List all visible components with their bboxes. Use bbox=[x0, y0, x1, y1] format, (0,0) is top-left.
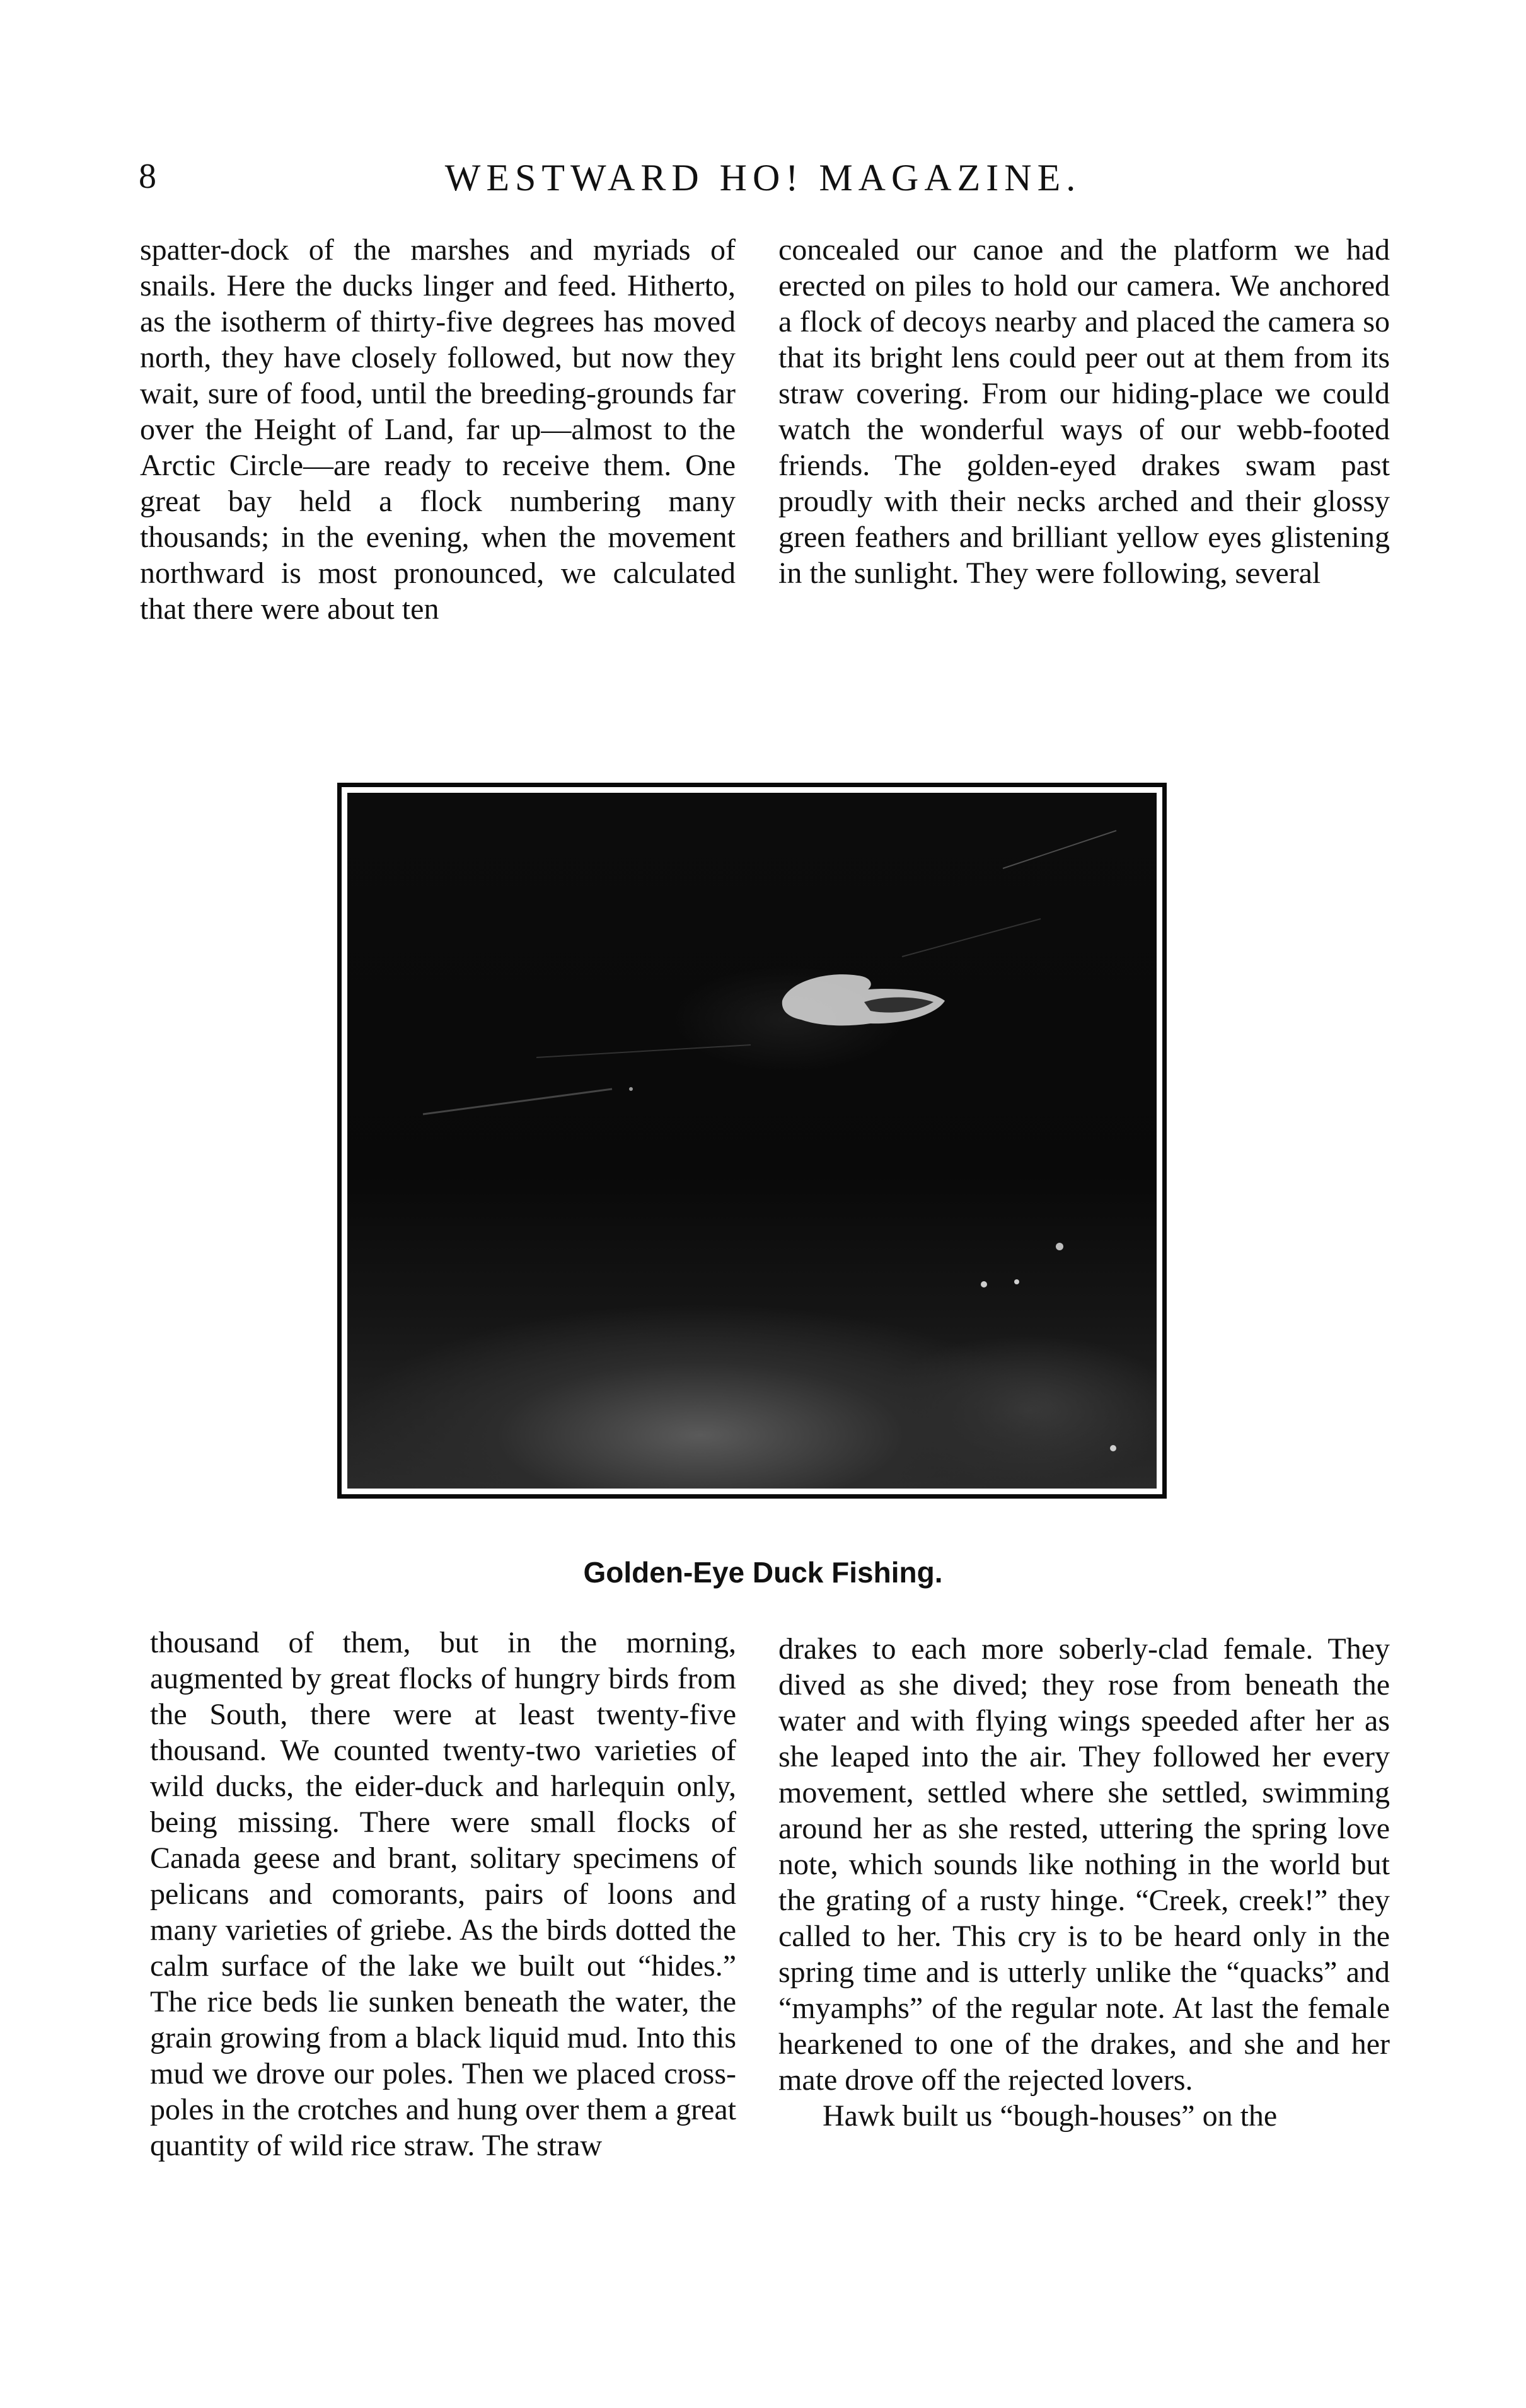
paragraph: thousand of them, but in the morning, augmented by great flocks of hungry birds from the South, there were at least twenty-five thousand. We counted twenty-two varieties of wild ducks, the eider-duck and harlequin only, being missing. There were small flocks of Canada geese and brant, solitary specimens of pelicans and comorants, pairs of loons and many varieties of griebe. As the birds dotted the calm surface of the lake we built out “hides.” The rice beds lie sunken beneath the water, the grain growing from a black liquid mud. Into this mud we drove our poles. Then we placed cross-poles in the crotches and hung over them a great quantity of wild rice straw. The straw bbox=[150, 1626, 736, 2162]
water-speck bbox=[1056, 1243, 1063, 1250]
text-column-bottom-left bbox=[150, 1625, 736, 2163]
photo-illustration bbox=[347, 793, 1157, 1489]
paragraph: concealed our canoe and the platform we had erected on piles to hold our camera. We anchored a flock of decoys nearby and placed the camera so that its bright lens could peer out at them from its straw covering. From our hiding-place we could watch the wonderful ways of our webb-footed friends. The golden-eyed drakes swam past proudly with their necks arched and their glossy green feathers and brilliant yellow eyes glistening in the sunlight. They were following, several bbox=[778, 233, 1390, 590]
duck-photo bbox=[347, 793, 1157, 1489]
running-title: WESTWARD HO! MAGAZINE. bbox=[444, 157, 1082, 199]
text-column-top-left bbox=[140, 232, 736, 627]
text-column-top-right bbox=[778, 232, 1390, 591]
paragraph: spatter-dock of the marshes and myriads of snails. Here the ducks linger and feed. Hitherto, as the isotherm of thirty-five degrees has moved north, they have closely followed, but now they wait, sure of food, until the breeding-grounds far over the Height of Land, far up—almost to the Arctic Circle—are ready to receive them. One great bay held a flock numbering many thousands; in the evening, when the movement northward is most pronounced, we calculated that there were about ten bbox=[140, 233, 736, 626]
paragraph: drakes to each more soberly-clad female. They dived as she dived; they rose from beneath the water and with flying wings speeded after her as she leaped into the air. They followed her every movement, settled where she settled, swimming around her as she rested, uttering the spring love note, which sounds like nothing in the world but the grating of a rusty hinge. “Creek, creek!” they called to her. This cry is to be heard only in the spring time and is utterly unlike the “quacks” and “myamphs” of the regular note. At last the female hearkened to one of the drakes, and she and her mate drove off the rejected lovers. bbox=[778, 1632, 1390, 2097]
water-speck bbox=[981, 1281, 987, 1288]
photo-figure bbox=[337, 783, 1167, 1499]
figure-caption: Golden-Eye Duck Fishing. bbox=[583, 1556, 943, 1589]
water-ripple bbox=[423, 1089, 612, 1114]
page-number: 8 bbox=[139, 157, 156, 196]
paragraph: Hawk built us “bough-houses” on the bbox=[823, 2099, 1278, 2133]
water-ripple bbox=[902, 919, 1041, 957]
water-ripple bbox=[1003, 831, 1116, 868]
water-speck bbox=[1110, 1445, 1116, 1451]
text-column-bottom-right bbox=[778, 1631, 1390, 2134]
water-speck bbox=[1014, 1279, 1019, 1284]
page-header bbox=[0, 156, 1526, 207]
water-speck bbox=[629, 1087, 633, 1091]
water-ripple bbox=[536, 1045, 751, 1057]
